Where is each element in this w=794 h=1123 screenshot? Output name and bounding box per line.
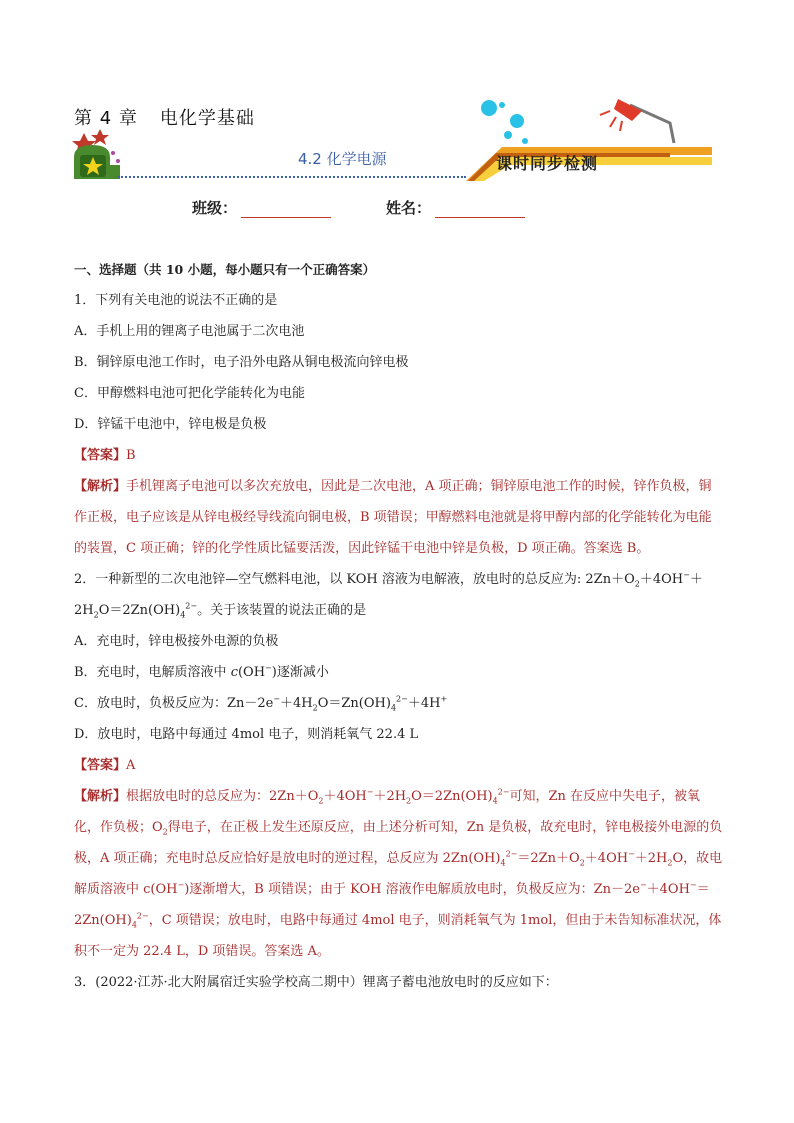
q1-option-c: C．甲醇燃料电池可把化学能转化为电能 (74, 386, 305, 401)
name-field (386, 197, 525, 218)
dotted-divider (118, 176, 466, 178)
q2-answer: 【答案】A (74, 758, 136, 773)
q1-stem: 1．下列有关电池的说法不正确的是 (74, 293, 278, 308)
q1-option-d: D．锌锰干电池中，锌电极是负极 (74, 417, 267, 432)
bubble-icon (481, 100, 497, 116)
section-title: 4.2 化学电源 (298, 150, 387, 168)
q1-option-a: A．手机上用的锂离子电池属于二次电池 (74, 324, 305, 339)
q1-option-b: B．铜锌原电池工作时，电子沿外电路从铜电极流向锌电极 (74, 355, 409, 370)
question-content (74, 254, 724, 998)
chapter-heading (74, 104, 255, 130)
q2-option-d: D．放电时，电路中每通过 4mol 电子，则消耗氧气 22.4 L (74, 727, 419, 742)
chapter-icon (72, 129, 120, 179)
class-label: 班级： (192, 199, 238, 217)
sync-test-badge: 课时同步检测 (496, 154, 599, 173)
q1-analysis: 【解析】手机锂离子电池可以多次充放电，因此是二次电池，A 项正确；铜锌原电池工作的时候，锌作负极，铜作正极，电子应该是从锌电极经导线流向铜电极，B 项错误；甲醇燃料电池就是将甲醇内部的化学能转化为电能的装置，C 项正确；锌的化学性质比锰要活泼，因此锌锰干电池中锌是负极，D 项正确。答案选 B。 (74, 479, 712, 556)
desk-lamp-icon (600, 99, 674, 143)
name-blank[interactable] (435, 201, 525, 218)
q3-stem: 3．(2022·江苏·北大附属宿迁实验学校高二期中）锂离子蓄电池放电时的反应如下： (74, 975, 558, 990)
q1-answer: 【答案】B (74, 448, 136, 463)
q2-option-b: B．充电时，电解质溶液中 c(OH−)逐渐减小 (74, 663, 329, 680)
q2-option-c: C．放电时，负极反应为：$Zn-2e^-+4H_2O=Zn(OH)_4^{2-}+4H^+$ (74, 694, 448, 713)
q2-stem: 2．一种新型的二次电池锌—空气燃料电池，以 KOH 溶液为电解液，放电时的总反应为: $2Zn+O_2+4OH^-+$ $2H_2O=2Zn(OH)_4^{2-}$。关于该装置的说法正确的是 (74, 570, 703, 620)
class-field (192, 197, 331, 218)
section-heading: 一、选择题（共 10 小题，每小题只有一个正确答案） (74, 262, 376, 277)
q2-analysis: 【解析】根据放电时的总反应为：$2Zn+O_2+4OH^-+2H_2O=2Zn(OH)_4^{2-}$可知，Zn 在反应中失电子，被氧化，作负极；$O_2$得电子，在正极上发生还原反应，由上述分析可知，Zn 是负极，故充电时，锌电极接外电源的负极，A 项正确；充电时总反应恰好是放电时的逆过程，总反应为 $2Zn(OH)_4^{2-}=2Zn+O_2+4OH^-+2H_2O$，故电解质溶液中 c(OH−)逐渐增大，B 项错误；由于 KOH 溶液作电解质放电时，负极反应为：$Zn-2e^-+4OH^-=2Zn(OH)_4^{2-}$，C 项错误；放电时，电路中每通过 4mol 电子，则消耗氧气为 1mol，但由于未告知标准状况，体积不一定为 22.4 L，D 项错误。答案选 A。 (74, 787, 723, 959)
name-label: 姓名： (386, 199, 432, 217)
q2-option-a: A．充电时，锌电极接外电源的负极 (74, 634, 279, 649)
chapter-label: 第 4 章 (74, 108, 138, 129)
class-blank[interactable] (241, 201, 331, 218)
chapter-title: 电化学基础 (159, 108, 255, 129)
